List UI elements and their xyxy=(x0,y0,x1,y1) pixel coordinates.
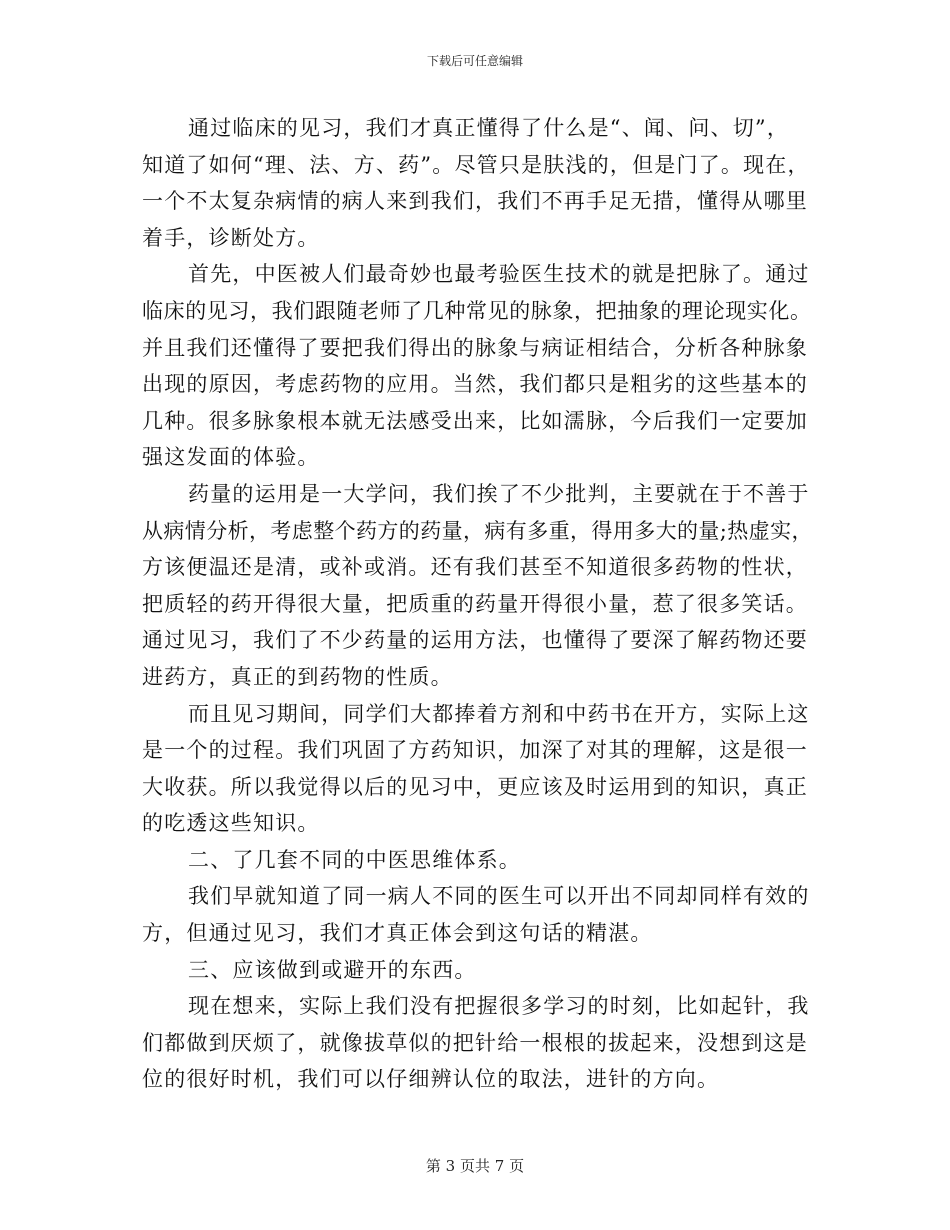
text-line: 现在想来，实际上我们没有把握很多学习的时刻，比如起针，我 xyxy=(188,994,810,1019)
text-line: 着手，诊断处方。 xyxy=(142,225,320,250)
text-line: 通过见习，我们了不少药量的运用方法，也懂得了要深了解药物还要 xyxy=(142,628,808,653)
text-line: 临床的见习，我们跟随老师了几种常见的脉象，把抽象的理论现实化。 xyxy=(142,298,812,323)
text-line: 首先，中医被人们最奇妙也最考验医生技术的就是把脉了。通过 xyxy=(188,262,810,287)
text-line: 并且我们还懂得了要把我们得出的脉象与病证相结合，分析各种脉象 xyxy=(142,335,808,360)
text-line: 方，但通过见习，我们才真正体会到这句话的精湛。 xyxy=(142,921,653,946)
text-line: 药量的运用是一大学问，我们挨了不少批判，主要就在于不善于 xyxy=(188,481,810,506)
text-line: 三、应该做到或避开的东西。 xyxy=(188,957,477,982)
text-line: 把质轻的药开得很大量，把质重的药量开得很小量，惹了很多笑话。 xyxy=(142,591,808,616)
text-line: 的吃透这些知识。 xyxy=(142,811,320,836)
text-line: 位的很好时机，我们可以仔细辨认位的取法，进针的方向。 xyxy=(142,1067,720,1092)
text-line: 几种。很多脉象根本就无法感受出来，比如濡脉，今后我们一定要加 xyxy=(142,408,808,433)
text-line: 大收获。所以我觉得以后的见习中，更应该及时运用到的知识，真正 xyxy=(142,774,808,799)
page-number-footer: 第 3 页共 7 页 xyxy=(425,1157,525,1175)
text-line: 一个不太复杂病情的病人来到我们，我们不再手足无措，懂得从哪里 xyxy=(142,189,808,214)
text-line: 我们早就知道了同一病人不同的医生可以开出不同却同样有效的 xyxy=(188,884,810,909)
text-line: 二、了几套不同的中医思维体系。 xyxy=(188,847,521,872)
text-line: 出现的原因，考虑药物的应用。当然，我们都只是粗劣的这些基本的 xyxy=(142,372,808,397)
text-line: 强这发面的体验。 xyxy=(142,445,320,470)
text-line: 而且见习期间，同学们大都捧着方剂和中药书在开方，实际上这 xyxy=(188,701,810,726)
text-line: 进药方，真正的到药物的性质。 xyxy=(142,664,453,689)
text-line: 们都做到厌烦了，就像拔草似的把针给一根根的拔起来，没想到这是 xyxy=(142,1030,808,1055)
text-line: 方该便温还是清，或补或消。还有我们甚至不知道很多药物的性状， xyxy=(142,555,808,580)
text-line: 知道了如何“理、法、方、药”。尽管只是肤浅的，但是门了。现在， xyxy=(142,152,810,177)
text-line: 从病情分析，考虑整个药方的药量，病有多重，得用多大的量;热虚实， xyxy=(142,518,813,543)
text-line: 是一个的过程。我们巩固了方药知识，加深了对其的理解，这是很一 xyxy=(142,738,808,763)
text-line: 通过临床的见习，我们才真正懂得了什么是“、闻、问、切”， xyxy=(188,116,790,140)
document-body xyxy=(142,110,817,1098)
page-header: 下载后可任意编辑 xyxy=(426,54,523,68)
